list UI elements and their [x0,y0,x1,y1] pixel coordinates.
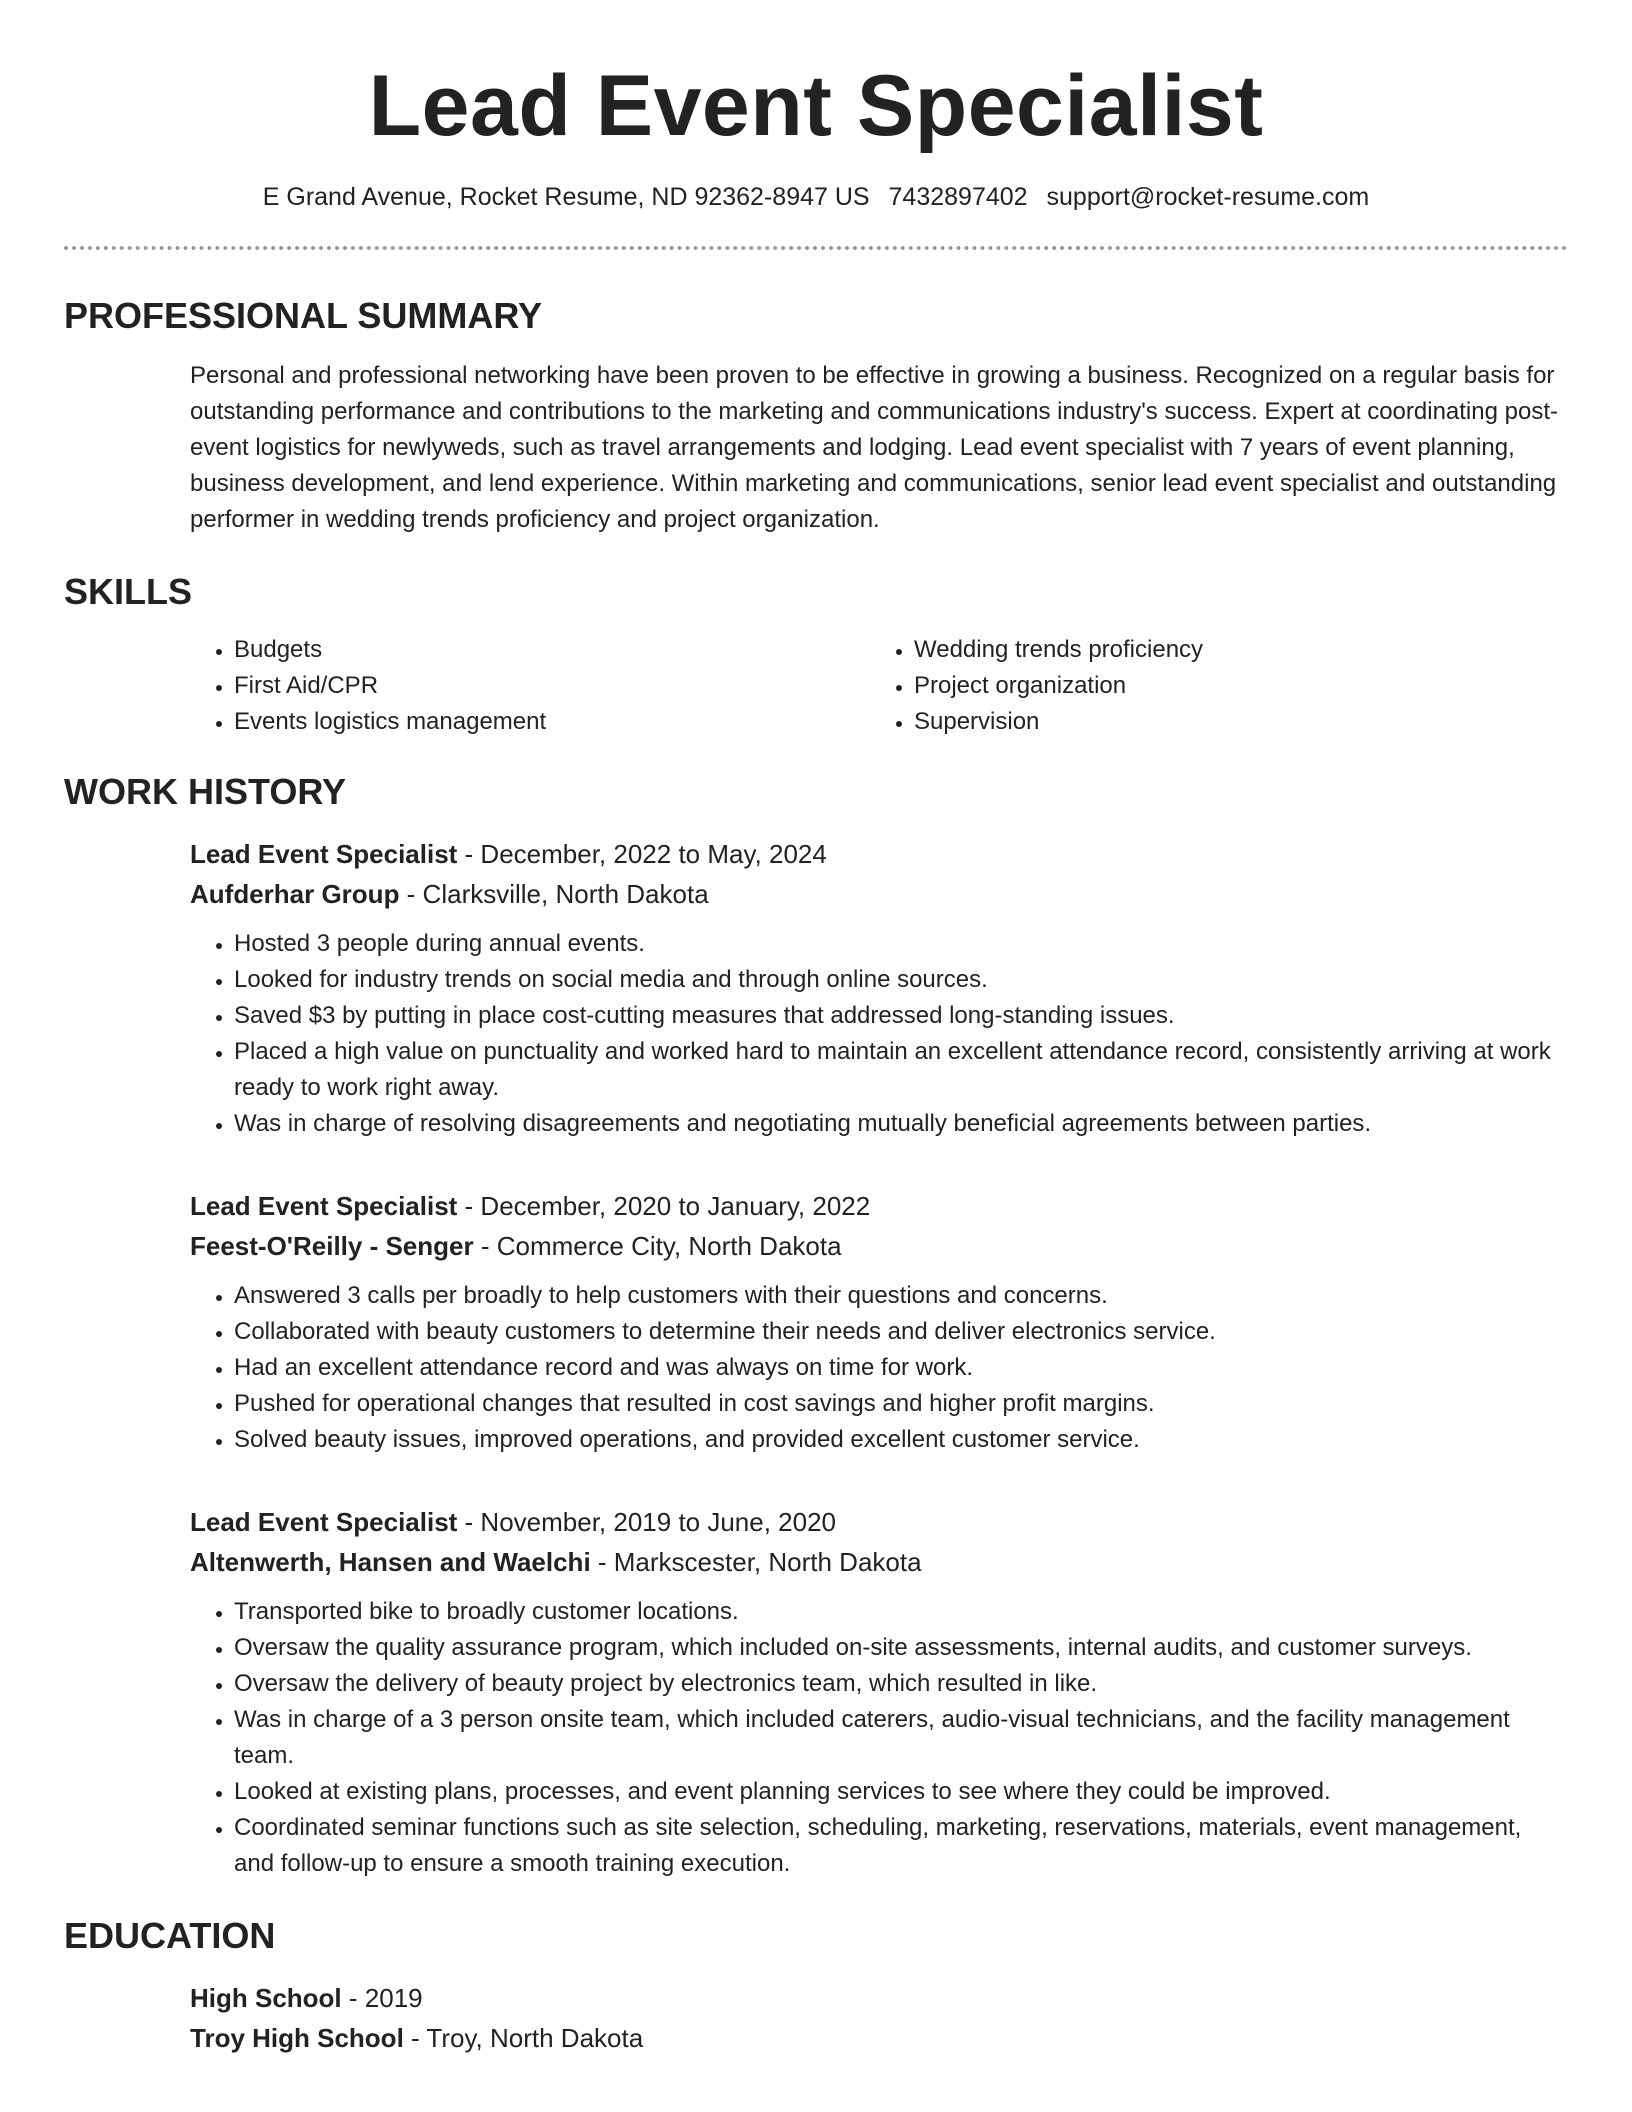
job-bullet: • Answered 3 calls per broadly to help customers with their questions and concerns. [234,1278,1568,1314]
job-entry [190,834,1568,1142]
job-company: Altenwerth, Hansen and Waelchi [190,1547,591,1577]
job-role: Lead Event Specialist [190,839,458,869]
education-entry [190,1978,1568,2058]
skill-item: • First Aid/CPR [234,668,870,704]
job-bullet: • Placed a high value on punctuality and worked hard to maintain an excellent attendance record, consistently arriving at work ready to work right away. [234,1034,1568,1106]
job-location: - Clarksville, North Dakota [399,879,709,909]
job-title-line [190,1502,1568,1542]
job-bullet: • Had an excellent attendance record and was always on time for work. [234,1350,1568,1386]
education-degree-line [190,1978,1568,2018]
job-location: - Commerce City, North Dakota [473,1231,842,1261]
skills-column-right [870,632,1550,740]
contact-email: support@rocket-resume.com [1046,183,1370,211]
candidate-name: Lead Event Specialist [368,58,1264,154]
skill-item: • Wedding trends proficiency [914,632,1550,668]
contact-phone: 7432897402 [888,183,1028,211]
job-bullet: • Looked at existing plans, processes, and event planning services to see where they could be improved. [234,1774,1568,1810]
job-location: - Markscester, North Dakota [590,1547,922,1577]
job-company-line [190,1226,1568,1266]
section-title-skills: SKILLS [64,571,193,612]
section-title-summary: PROFESSIONAL SUMMARY [64,295,543,336]
job-bullet: • Solved beauty issues, improved operations, and provided excellent customer service. [234,1422,1568,1458]
job-company-line [190,1542,1568,1582]
job-bullets [190,1278,1568,1458]
job-role: Lead Event Specialist [190,1507,458,1537]
section-title-education: EDUCATION [64,1915,276,1956]
skill-item: • Events logistics management [234,704,870,740]
job-entry [190,1186,1568,1458]
job-company: Feest-O'Reilly - Senger [190,1231,474,1261]
header-divider [64,246,1568,250]
contact-line [64,180,1568,214]
contact-address: E Grand Avenue, Rocket Resume, ND 92362-8947 US [262,183,870,211]
job-bullet: • Saved $3 by putting in place cost-cutting measures that addressed long-standing issues. [234,998,1568,1034]
job-dates: - December, 2022 to May, 2024 [457,839,827,869]
job-company: Aufderhar Group [190,879,400,909]
job-bullet: • Transported bike to broadly customer locations. [234,1594,1568,1630]
education-degree: High School [190,1983,342,2013]
education-location: - Troy, North Dakota [403,2023,644,2053]
skill-item: • Budgets [234,632,870,668]
job-title-line [190,834,1568,874]
education-year: - 2019 [341,1983,423,2013]
job-bullet: • Was in charge of resolving disagreements and negotiating mutually beneficial agreements between parties. [234,1106,1568,1142]
job-title-line [190,1186,1568,1226]
job-bullets [190,926,1568,1142]
job-bullet: • Collaborated with beauty customers to determine their needs and deliver electronics service. [234,1314,1568,1350]
education-school-line [190,2018,1568,2058]
job-dates: - November, 2019 to June, 2020 [457,1507,837,1537]
skill-item: • Project organization [914,668,1550,704]
education-school: Troy High School [190,2023,404,2053]
job-bullet: • Oversaw the delivery of beauty project by electronics team, which resulted in like. [234,1666,1568,1702]
job-bullet: • Pushed for operational changes that resulted in cost savings and higher profit margins. [234,1386,1568,1422]
skills-column-left [190,632,870,740]
job-bullet: • Looked for industry trends on social media and through online sources. [234,962,1568,998]
job-dates: - December, 2020 to January, 2022 [457,1191,871,1221]
summary-text: Personal and professional networking have been proven to be effective in growing a business. Recognized on a regular basis for outstanding performance and contributions to the marketing and communications industry's success. Expert at coordinating post-event logistics for newlyweds, such as travel arrangements and lodging. Lead event specialist with 7 years of event planning, business development, and lend experience. Within marketing and communications, senior lead event specialist and outstanding performer in wedding trends proficiency and project organization. [190,362,1558,533]
skills-list [190,632,1568,740]
section-title-work-history: WORK HISTORY [64,771,347,812]
job-bullet: • Coordinated seminar functions such as site selection, scheduling, marketing, reservations, materials, event management, and follow-up to ensure a smooth training execution. [234,1810,1568,1882]
skill-item: • Supervision [914,704,1550,740]
job-role: Lead Event Specialist [190,1191,458,1221]
job-bullets [190,1594,1568,1882]
job-bullet: • Was in charge of a 3 person onsite team, which included caterers, audio-visual technicians, and the facility management team. [234,1702,1568,1774]
job-company-line [190,874,1568,914]
resume-page [64,0,1568,2058]
job-bullet: • Hosted 3 people during annual events. [234,926,1568,962]
job-entry [190,1502,1568,1882]
job-bullet: • Oversaw the quality assurance program, which included on-site assessments, internal audits, and customer surveys. [234,1630,1568,1666]
